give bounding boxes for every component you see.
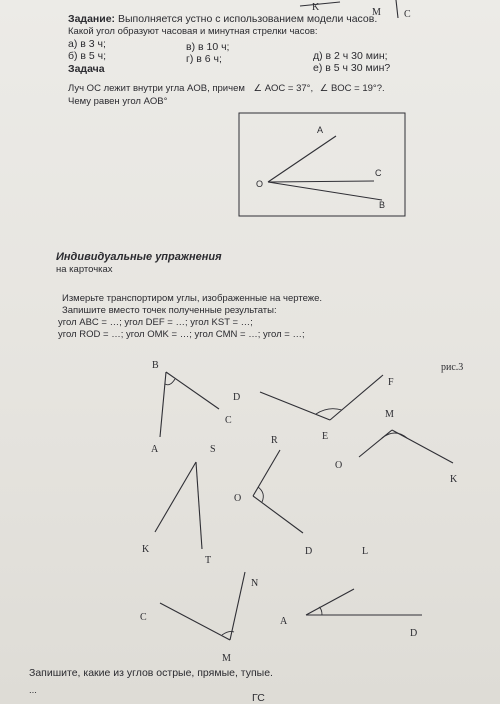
- angle-symbol: ∠: [253, 83, 263, 94]
- label-o: O: [256, 179, 264, 189]
- task-heading-rest: Выполняется устно с использованием модели часов.: [117, 13, 378, 25]
- label-c: C: [140, 612, 147, 623]
- problem-text-c: BOC = 19°?.: [330, 83, 385, 94]
- exercises-subtitle: на карточках: [56, 264, 113, 275]
- problem-line2: Чему равен угол AOB°: [68, 96, 168, 107]
- angle-cmn-ray-mc: [160, 603, 230, 640]
- label-d: D: [305, 546, 313, 557]
- footer-partial-text: ГС: [252, 692, 265, 704]
- label-t: T: [205, 555, 212, 566]
- exercises-answers2: угол ROD = …; угол OMK = …; угол CMN = …; угол = …;: [58, 329, 305, 340]
- angle-omk-ray-mo: [359, 430, 392, 457]
- footer-dots: ...: [29, 685, 37, 696]
- task-question: Какой угол образуют часовая и минутная стрелки часов:: [68, 26, 318, 37]
- label-c: C: [375, 168, 382, 178]
- footer-instruction: Запишите, какие из углов острые, прямые, тупые.: [29, 667, 273, 679]
- problem-text-a: Луч OC лежит внутри угла AOB, причем: [68, 83, 245, 94]
- label-k: K: [450, 474, 458, 485]
- task-heading: Задание:: [68, 13, 116, 25]
- angle-omk-arc: [382, 433, 407, 438]
- label-r: R: [271, 435, 278, 446]
- exercises-answers1: угол ABC = …; угол DEF = …; угол KST = …;: [58, 317, 253, 328]
- angle-rod-ray-od: [253, 496, 303, 533]
- label-a: A: [317, 125, 324, 135]
- task-option-d: д) в 2 ч 30 мин;: [313, 50, 388, 62]
- angle-symbol: ∠: [319, 83, 329, 94]
- label-s: S: [210, 444, 216, 455]
- label-d: D: [410, 628, 418, 639]
- label-n: N: [251, 578, 259, 589]
- angle-kst-ray-st: [196, 462, 202, 549]
- task-option-g: г) в 6 ч;: [186, 53, 222, 65]
- angle-cmn-arc: [222, 631, 234, 635]
- exercises-instruction2: Запишите вместо точек полученные результаты:: [62, 305, 277, 316]
- angle-rod-ray-or: [253, 450, 280, 496]
- task-option-e: е) в 5 ч 30 мин?: [313, 62, 391, 74]
- label-f: F: [388, 377, 394, 388]
- angle-def-ray-ef: [330, 375, 383, 420]
- label-b: B: [152, 360, 159, 371]
- problem-heading: Задача: [68, 63, 105, 75]
- label-m: M: [385, 409, 394, 420]
- angle-a-ray-upper: [306, 589, 354, 615]
- angle-abc-ray-bc: [166, 372, 219, 409]
- angle-def-ray-ed: [260, 392, 330, 420]
- label-b: B: [379, 200, 386, 210]
- angle-cmn-ray-mn: [230, 572, 245, 640]
- task-option-b: б) в 5 ч;: [68, 50, 107, 62]
- task-option-a: а) в 3 ч;: [68, 38, 106, 50]
- label-a: A: [280, 616, 288, 627]
- label-k: K: [142, 544, 150, 555]
- label-o: O: [234, 493, 242, 504]
- label-l: L: [362, 546, 369, 557]
- angle-abc-arc: [165, 379, 175, 385]
- label-c: C: [225, 415, 232, 426]
- angle-kst-ray-sk: [155, 462, 196, 532]
- fragment-label: M: [372, 7, 381, 18]
- exercises-title: Индивидуальные упражнения: [56, 251, 222, 263]
- label-e: E: [322, 431, 329, 442]
- fragment-label: K: [312, 2, 320, 13]
- label-o: O: [335, 460, 343, 471]
- angle-abc-ray-ba: [160, 372, 166, 437]
- figure3-caption: рис.3: [441, 362, 464, 373]
- task-option-v: в) в 10 ч;: [186, 41, 230, 53]
- problem-text-b: AOC = 37°,: [264, 83, 314, 94]
- label-a: A: [151, 444, 159, 455]
- label-d: D: [233, 392, 241, 403]
- fragment-label: C: [404, 9, 411, 20]
- label-m: M: [222, 653, 231, 664]
- exercises-instruction1: Измерьте транспортиром углы, изображенные на чертеже.: [62, 293, 323, 304]
- angle-omk-ray-mk: [392, 430, 453, 463]
